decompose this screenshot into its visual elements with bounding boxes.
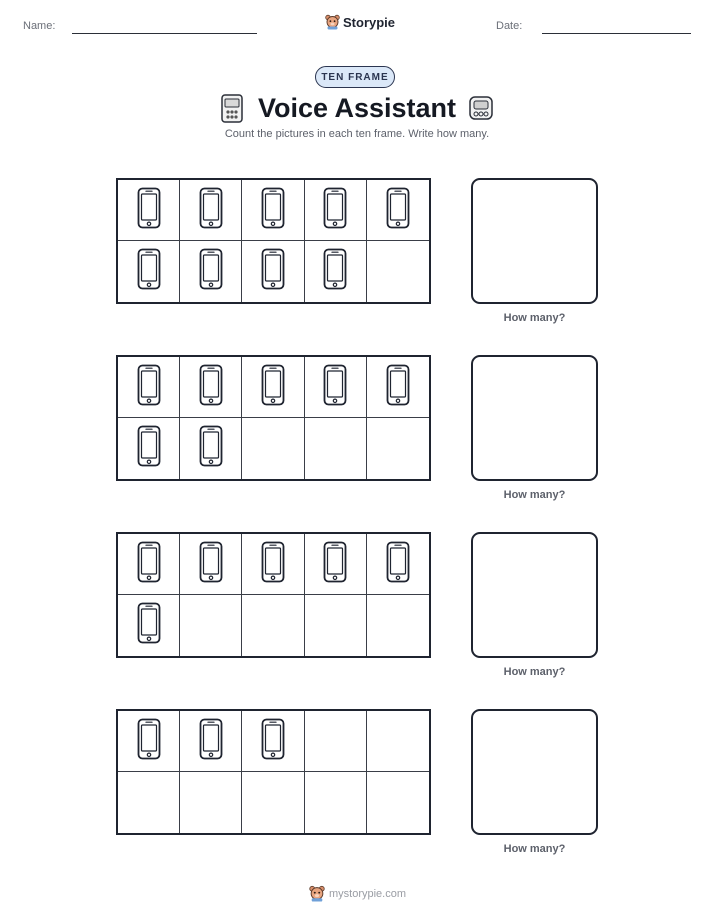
ten-frame-cell <box>367 595 429 656</box>
ten-frame-cell <box>242 180 304 241</box>
date-label: Date: <box>496 20 523 32</box>
ten-frame-cell <box>367 241 429 302</box>
how-many-label-2: How many? <box>503 489 566 501</box>
smartphone-icon <box>199 364 223 411</box>
instructions: Count the pictures in each ten frame. Write how many. <box>224 128 490 140</box>
smartphone-icon <box>199 541 223 588</box>
ten-frame-cell <box>367 711 429 772</box>
ten-frame-cell <box>118 772 180 833</box>
ten-frame-cell <box>118 241 180 302</box>
ten-frame-cell <box>180 534 242 595</box>
ten-frame-cell <box>305 595 367 656</box>
ten-frame-cell <box>180 772 242 833</box>
smartphone-icon <box>323 541 347 588</box>
page-title: Voice Assistant <box>257 93 457 123</box>
ten-frame-cell <box>305 357 367 418</box>
ten-frame-cell <box>305 772 367 833</box>
name-label: Name: <box>23 20 56 32</box>
smartphone-icon <box>199 425 223 472</box>
ten-frame-cell <box>180 595 242 656</box>
smartphone-icon <box>261 541 285 588</box>
smartphone-icon <box>386 187 410 234</box>
ten-frame-cell <box>118 711 180 772</box>
ten-frame-cell <box>242 711 304 772</box>
ten-frame-cell <box>305 711 367 772</box>
ten-frame-cell <box>118 180 180 241</box>
ten-frame-cell <box>242 357 304 418</box>
ten-frame-cell <box>367 418 429 479</box>
smartphone-icon <box>199 187 223 234</box>
ten-frame-cell <box>180 418 242 479</box>
smartphone-icon <box>137 602 161 649</box>
how-many-label-4: How many? <box>503 843 566 855</box>
smartphone-icon <box>199 718 223 765</box>
smartphone-icon <box>386 541 410 588</box>
name-line[interactable] <box>72 33 257 34</box>
ten-frame-cell <box>242 772 304 833</box>
ten-frame-cell <box>305 180 367 241</box>
ten-frame-2 <box>116 355 431 481</box>
how-many-label-3: How many? <box>503 666 566 678</box>
ten-frame-cell <box>180 241 242 302</box>
answer-box-2[interactable] <box>471 355 598 481</box>
brand-name: Storypie <box>343 14 396 30</box>
ten-frame-cell <box>242 241 304 302</box>
how-many-label-1: How many? <box>503 312 566 324</box>
ten-frame-cell <box>242 534 304 595</box>
smartphone-icon <box>137 187 161 234</box>
smartphone-icon <box>137 248 161 295</box>
smartphone-icon <box>137 541 161 588</box>
ten-frame-cell <box>118 534 180 595</box>
ten-frame-cell <box>367 772 429 833</box>
smartphone-icon <box>386 364 410 411</box>
answer-box-4[interactable] <box>471 709 598 835</box>
ten-frame-3 <box>116 532 431 658</box>
ten-frame-cell <box>180 180 242 241</box>
ten-frame-cell <box>367 357 429 418</box>
ten-frame-1 <box>116 178 431 304</box>
brand-logo <box>325 14 395 30</box>
ten-frame-4 <box>116 709 431 835</box>
date-line[interactable] <box>542 33 691 34</box>
ten-frame-cell <box>305 418 367 479</box>
smartphone-icon <box>137 718 161 765</box>
ten-frame-cell <box>242 418 304 479</box>
smartphone-icon <box>261 187 285 234</box>
smart-speaker-icon <box>467 94 495 122</box>
bear-mascot-icon <box>325 14 340 30</box>
smartphone-icon <box>261 718 285 765</box>
footer-url[interactable]: mystorypie.com <box>329 887 407 900</box>
answer-box-1[interactable] <box>471 178 598 304</box>
smartphone-icon <box>137 364 161 411</box>
ten-frame-cell <box>367 180 429 241</box>
smartphone-icon <box>323 248 347 295</box>
footer <box>309 885 406 902</box>
ten-frame-cell <box>118 595 180 656</box>
ten-frame-cell <box>305 241 367 302</box>
ten-frame-cell <box>305 534 367 595</box>
ten-frame-cell <box>118 357 180 418</box>
smartphone-icon <box>199 248 223 295</box>
ten-frame-cell <box>180 711 242 772</box>
ten-frame-cell <box>367 534 429 595</box>
smartphone-icon <box>137 425 161 472</box>
bear-mascot-icon <box>309 885 325 902</box>
ten-frame-cell <box>242 595 304 656</box>
ten-frame-cell <box>180 357 242 418</box>
smartphone-icon <box>261 364 285 411</box>
answer-box-3[interactable] <box>471 532 598 658</box>
smartphone-icon <box>323 187 347 234</box>
ten-frame-badge: TEN FRAME <box>315 66 395 88</box>
ten-frame-cell <box>118 418 180 479</box>
smartphone-icon <box>261 248 285 295</box>
smartphone-icon <box>323 364 347 411</box>
